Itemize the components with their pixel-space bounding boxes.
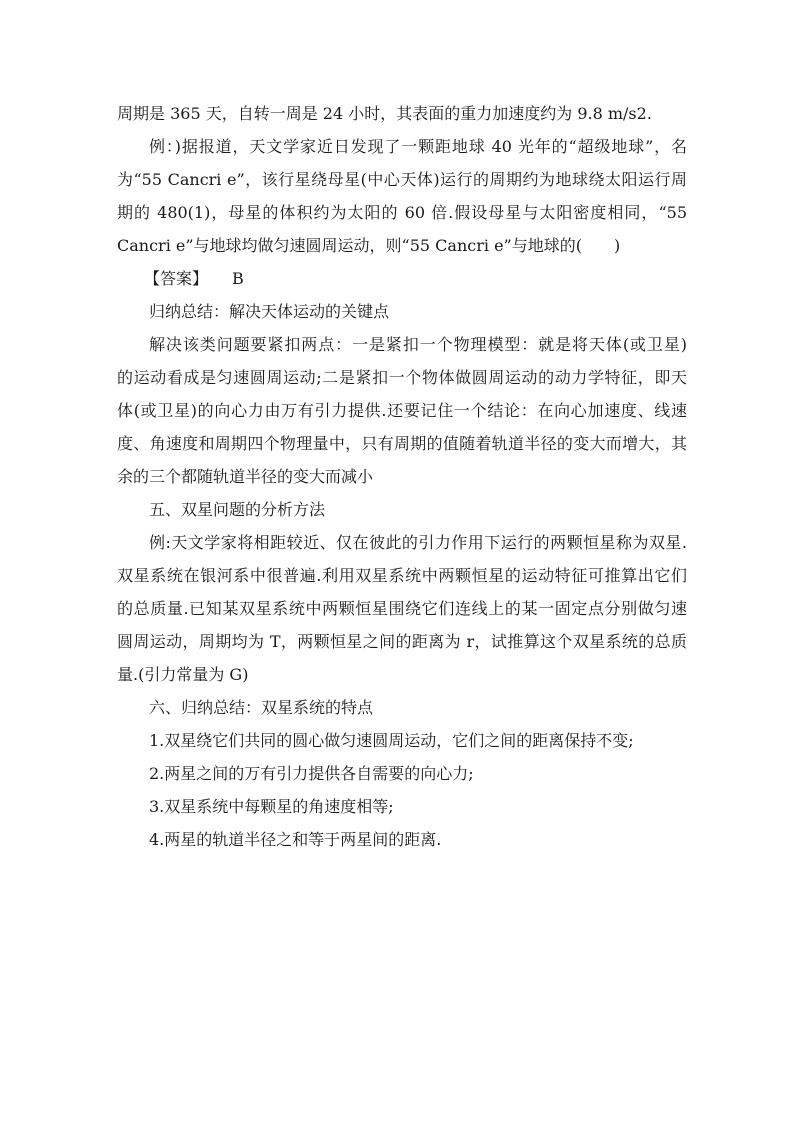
- example-line: 例：)据报道，天文学家近日发现了一颗距地球 40 光年的“超级地球”，名: [149, 137, 687, 156]
- summary-line: 度、角速度和周期四个物理量中，只有周期的值随着轨道半径的变大而增大，其: [117, 434, 687, 453]
- section-line: 的总质量.已知某双星系统中两颗恒星围绕它们连线上的某一固定点分别做匀速: [117, 599, 687, 618]
- section-heading: 六、归纳总结：双星系统的特点: [149, 698, 374, 717]
- list-item: 3.双星系统中每颗星的角速度相等;: [149, 797, 394, 816]
- example-line: 期的 480(1)，母星的体积约为太阳的 60 倍.假设母星与太阳密度相同，“55: [117, 203, 687, 222]
- section-line: 双星系统在银河系中很普遍.利用双星系统中两颗恒星的运动特征可推算出它们: [117, 566, 687, 585]
- summary-line: 的运动看成是匀速圆周运动;二是紧扣一个物体做圆周运动的动力学特征，即天: [117, 368, 687, 387]
- list-item: 2.两星之间的万有引力提供各自需要的向心力;: [149, 764, 474, 783]
- answer-value: B: [232, 269, 244, 288]
- section-line: 圆周运动，周期均为 T，两颗恒星之间的距离为 r，试推算这个双星系统的总质: [117, 632, 687, 651]
- summary-line: 体(或卫星)的向心力由万有引力提供.还要记住一个结论：在向心加速度、线速: [117, 401, 687, 420]
- section-line: 例:天文学家将相距较近、仅在彼此的引力作用下运行的两颗恒星称为双星.: [149, 533, 687, 552]
- list-item: 1.双星绕它们共同的圆心做匀速圆周运动，它们之间的距离保持不变;: [149, 731, 634, 750]
- example-line: Cancri e”与地球均做匀速圆周运动，则“55 Cancri e”与地球的( ): [117, 236, 621, 255]
- answer-label: 【答案】: [144, 269, 209, 288]
- paragraph-line: 周期是 365 天，自转一周是 24 小时，其表面的重力加速度约为 9.8 m/s2.: [117, 104, 652, 123]
- section-line: 量.(引力常量为 G): [117, 665, 249, 684]
- summary-line: 余的三个都随轨道半径的变大而减小: [117, 467, 374, 486]
- example-line: 为“55 Cancri e”，该行星绕母星(中心天体)运行的周期约为地球绕太阳运行周: [117, 170, 687, 189]
- summary-line: 解决该类问题要紧扣两点：一是紧扣一个物理模型：就是将天体(或卫星): [149, 335, 687, 354]
- list-item: 4.两星的轨道半径之和等于两星间的距离.: [149, 830, 442, 849]
- section-heading: 五、双星问题的分析方法: [149, 500, 326, 519]
- summary-heading: 归纳总结：解决天体运动的关键点: [149, 302, 390, 321]
